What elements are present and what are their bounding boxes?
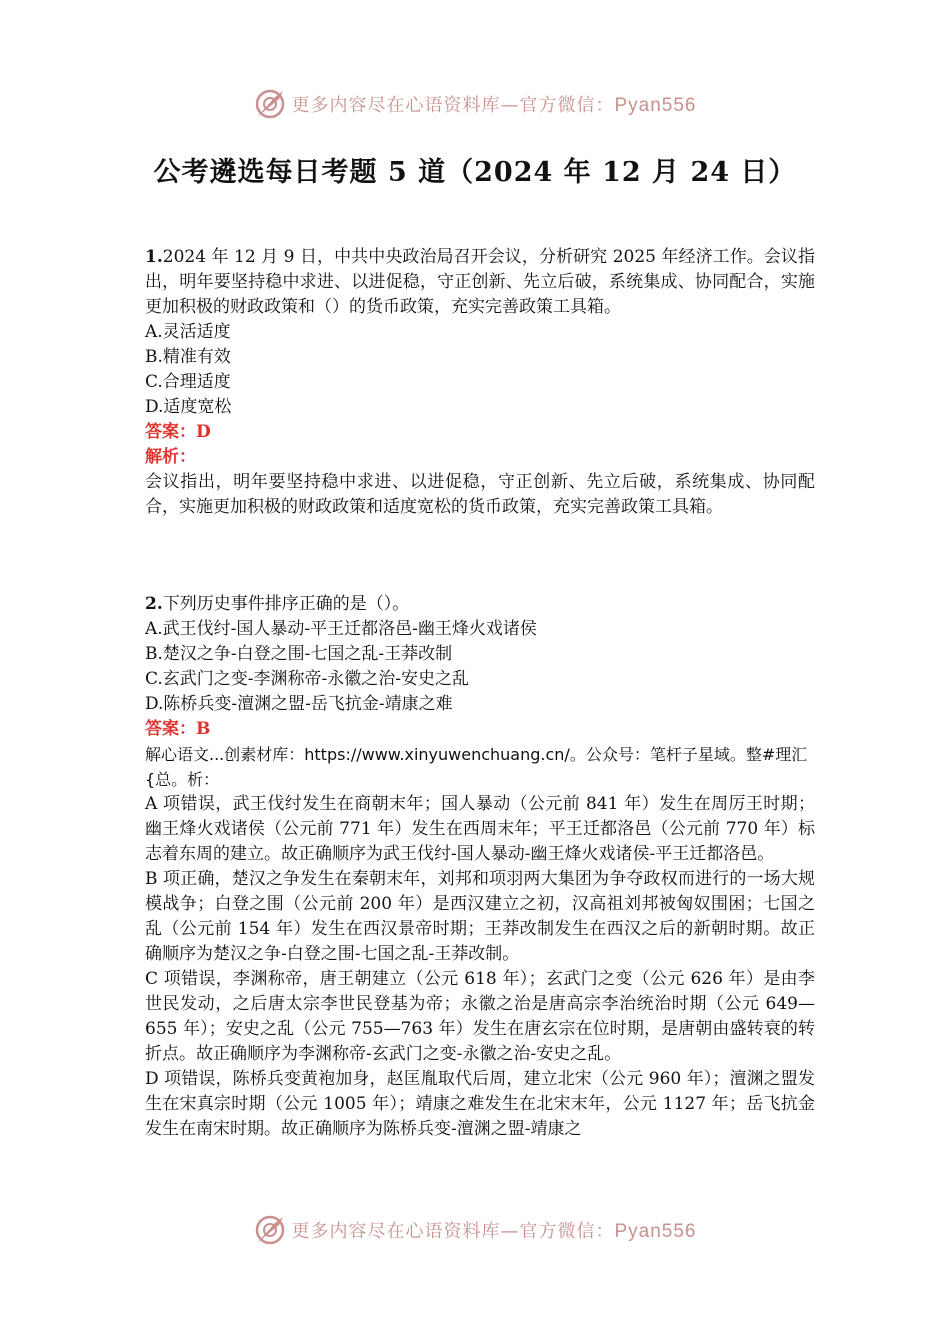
option-a: A.武王伐纣-国人暴动-平王迁都洛邑-幽王烽火戏诸侯 — [145, 619, 537, 639]
question-text: 下列历史事件排序正确的是（）。 — [162, 594, 410, 614]
analysis-paragraph-d: D 项错误，陈桥兵变黄袍加身，赵匡胤取代后周，建立北宋（公元 960 年）；澶渊之盟发生在宋真宗时期（公元 1005 年）；靖康之难发生在北宋末年，公元 1127 年；岳飞抗金发生在南宋时期。故正确顺序为陈桥兵变-澶渊之盟-靖康之 — [145, 1069, 815, 1139]
option-c: C.玄武门之变-李渊称帝-永徽之治-安史之乱 — [145, 669, 470, 689]
banner-wechat-id: Pyan556 — [614, 1221, 697, 1242]
question-text: 2024 年 12 月 9 日，中共中央政治局召开会议，分析研究 2025 年经济工作。会议指出，明年要坚持稳中求进、以进促稳，守正创新、先立后破，系统集成、协同配合，实施更加积极的财政政策和（）的货币政策，充实完善政策工具箱。 — [145, 247, 815, 317]
answer: 答案：D — [145, 422, 211, 442]
quill-logo-icon — [253, 87, 287, 121]
analysis-label: 解心语文...创素材库：https://www.xinyuwenchuang.cn/。公众号：笔杆子星域。整#理汇{总。析： — [145, 745, 808, 789]
question-number: 2. — [145, 594, 163, 614]
banner-wechat-id: Pyan556 — [614, 95, 697, 116]
question-2 — [145, 592, 815, 1142]
option-d: D.陈桥兵变-澶渊之盟-岳飞抗金-靖康之难 — [145, 694, 453, 714]
analysis-paragraph: 会议指出，明年要坚持稳中求进、以进促稳，守正创新、先立后破，系统集成、协同配合，实施更加积极的财政政策和适度宽松的货币政策，充实完善政策工具箱。 — [145, 472, 815, 517]
question-1 — [145, 245, 815, 520]
question-stem — [145, 245, 815, 320]
page-title: 公考遴选每日考题 5 道（2024 年 12 月 24 日） — [153, 157, 797, 188]
question-number: 1. — [145, 247, 163, 267]
analysis-label: 解析： — [145, 447, 196, 467]
banner-text: 更多内容尽在心语资料库—官方微信： — [291, 1221, 615, 1242]
analysis-paragraph-b: B 项正确，楚汉之争发生在秦朝末年，刘邦和项羽两大集团为争夺政权而进行的一场大规模战争；白登之围（公元前 200 年）是西汉建立之初，汉高祖刘邦被匈奴围困；七国之乱（公元前 154 年）发生在西汉景帝时期；王莽改制发生在西汉之后的新朝时期。故正确顺序为楚汉之争-白登之围-七国之乱-王莽改制。 — [145, 869, 815, 964]
option-a: A.灵活适度 — [145, 322, 231, 342]
analysis-paragraph-a: A 项错误，武王伐纣发生在商朝末年；国人暴动（公元前 841 年）发生在周厉王时期；幽王烽火戏诸侯（公元前 771 年）发生在西周末年；平王迁都洛邑（公元前 770 年）标志着东周的建立。故正确顺序为武王伐纣-国人暴动-幽王烽火戏诸侯-平王迁都洛邑。 — [145, 794, 815, 864]
option-b: B.精准有效 — [145, 347, 231, 367]
footer-banner — [0, 1210, 950, 1250]
header-banner — [0, 84, 950, 124]
quill-logo-icon — [253, 1213, 287, 1247]
option-c: C.合理适度 — [145, 372, 231, 392]
option-b: B.楚汉之争-白登之围-七国之乱-王莽改制 — [145, 644, 453, 664]
analysis-paragraph-c: C 项错误，李渊称帝，唐王朝建立（公元 618 年）；玄武门之变（公元 626 年）是由李世民发动，之后唐太宗李世民登基为帝；永徽之治是唐高宗李治统治时期（公元 649—655 年）；安史之乱（公元 755—763 年）发生在唐玄宗在位时期，是唐朝由盛转衰的转折点。故正确顺序为李渊称帝-玄武门之变-永徽之治-安史之乱。 — [145, 969, 815, 1064]
question-stem — [145, 592, 815, 617]
option-d: D.适度宽松 — [145, 397, 232, 417]
answer: 答案：B — [145, 719, 211, 739]
banner-text: 更多内容尽在心语资料库—官方微信： — [291, 95, 615, 116]
